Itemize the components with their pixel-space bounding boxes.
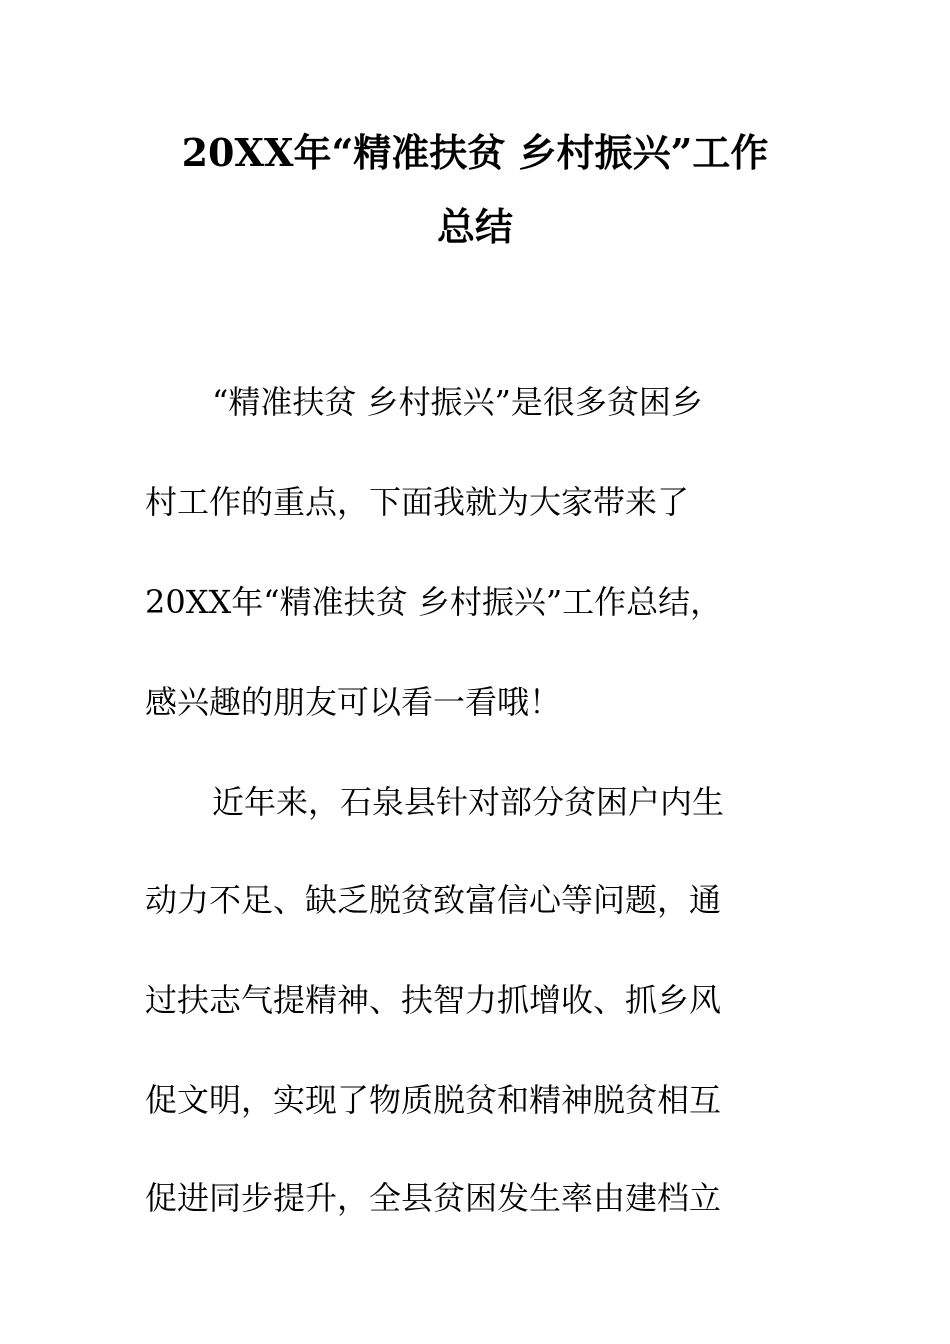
paragraph-2-line-5: 促进同步提升，全县贫困发生率由建档立 (145, 1179, 722, 1217)
paragraph-1-line-4: 感兴趣的朋友可以看一看哦！ (145, 683, 562, 721)
paragraph-1-line-2: 村工作的重点，下面我就为大家带来了 (145, 483, 690, 521)
paragraph-1-line-3: 20XX年“精准扶贫 乡村振兴”工作总结， (145, 583, 723, 621)
paragraph-1-line-1: “精准扶贫 乡村振兴”是很多贫困乡 (212, 383, 703, 421)
document-title-line-1: 20XX年“精准扶贫 乡村振兴”工作 (181, 130, 769, 175)
paragraph-2-line-3: 过扶志气提精神、扶智力抓增收、抓乡风 (145, 981, 722, 1019)
document-title-line-2: 总结 (436, 204, 513, 249)
paragraph-2-line-2: 动力不足、缺乏脱贫致富信心等问题，通 (145, 881, 722, 919)
paragraph-2-line-1: 近年来，石泉县针对部分贫困户内生 (212, 783, 725, 821)
paragraph-2-line-4: 促文明，实现了物质脱贫和精神脱贫相互 (145, 1081, 722, 1119)
